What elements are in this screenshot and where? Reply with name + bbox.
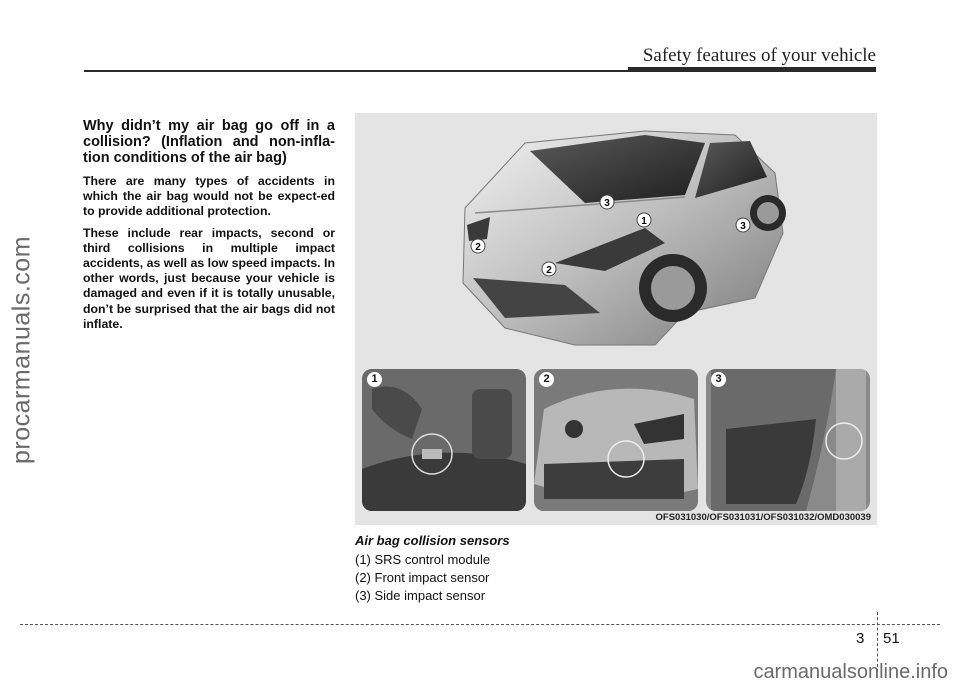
caption-title: Air bag collision sensors xyxy=(355,533,510,548)
side-watermark-text: procarmanuals.com xyxy=(7,235,36,465)
rear-wheel-rim xyxy=(757,202,779,224)
footer-rule xyxy=(20,624,940,625)
page-number: 51 xyxy=(883,630,900,647)
svg-text:2: 2 xyxy=(475,242,481,253)
section-number: 3 xyxy=(856,630,865,647)
panel-number: 1 xyxy=(367,372,382,387)
svg-text:2: 2 xyxy=(546,265,552,276)
detail-panel-front-sensor xyxy=(534,369,698,511)
sensor-marker xyxy=(600,195,614,209)
figure-code: OFS031030/OFS031031/OFS031032/OMD030039 xyxy=(655,512,871,523)
bottom-watermark: carmanualsonline.info xyxy=(753,661,948,683)
paragraph-2: These include rear impacts, second or third collisions in multiple impact accidents, as well as low speed impacts. In other words, just because your vehicle is damaged and even if it is totally unusable, don’t be surprised that the air bags did not inflate. xyxy=(83,225,335,331)
panel-number: 2 xyxy=(539,372,554,387)
figure-caption xyxy=(355,533,655,605)
car-illustration xyxy=(355,113,877,363)
caption-item: (3) Side impact sensor xyxy=(355,588,486,603)
svg-text:3: 3 xyxy=(604,198,610,209)
caption-item: (2) Front impact sensor xyxy=(355,570,490,585)
airbag-sensor-figure xyxy=(355,113,877,525)
question-heading: Why didn’t my air bag go off in a collision? (Inflation and non-infla-tion conditions of the air bag) xyxy=(83,118,335,166)
panel-number: 3 xyxy=(711,372,726,387)
caption-item: (1) SRS control module xyxy=(355,552,491,567)
detail-panel-side-sensor xyxy=(706,369,870,511)
paragraph-1: There are many types of accidents in which the air bag would not be expect-ed to provide additional protection. xyxy=(83,174,335,219)
sensor-marker xyxy=(471,239,485,253)
section-title: Safety features of your vehicle xyxy=(642,45,876,66)
side-watermark xyxy=(2,200,42,500)
sensor-marker xyxy=(637,213,651,227)
sensor-marker xyxy=(542,262,556,276)
svg-text:3: 3 xyxy=(740,221,746,232)
front-wheel-rim xyxy=(651,266,695,310)
detail-panel-srs-module xyxy=(362,369,526,511)
header-rule-accent xyxy=(628,67,876,72)
body-text-column xyxy=(83,118,335,338)
svg-text:1: 1 xyxy=(641,216,647,227)
sensor-marker xyxy=(736,218,750,232)
